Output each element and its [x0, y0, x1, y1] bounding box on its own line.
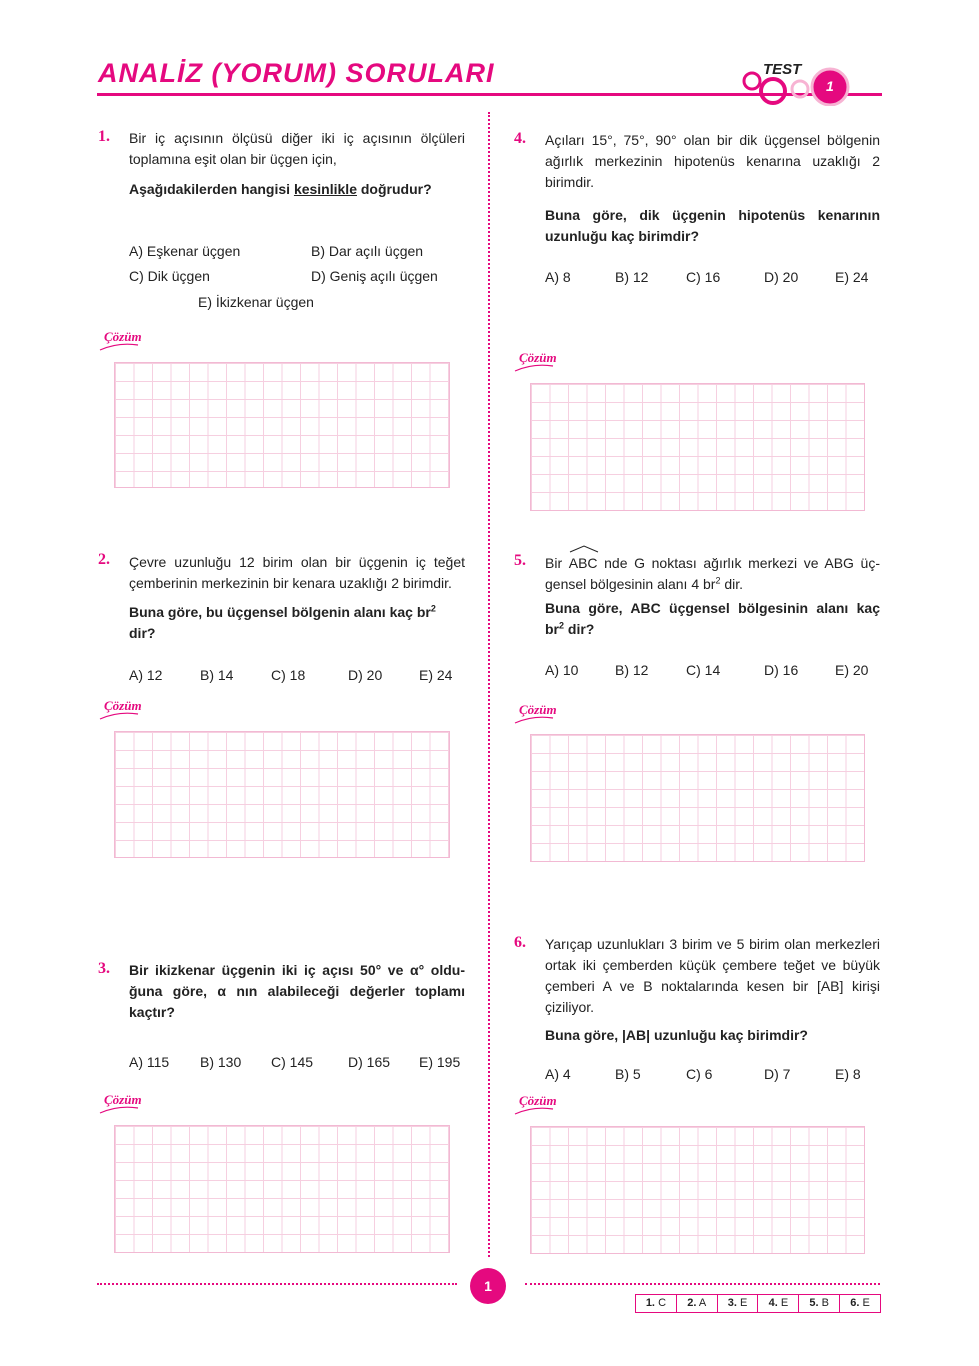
option: E) 24	[419, 667, 453, 683]
answer-key-item: 2. A	[677, 1295, 718, 1312]
question-text: Bir iç açısının ölçüsü diğer iki iç açısının ölçüleri toplamına eşit olan bir üçgen için,	[129, 130, 465, 167]
answer-key	[635, 1294, 881, 1313]
option: C) 6	[686, 1066, 713, 1082]
question-text: Açıları 15°, 75°, 90° olan bir dik üçgensel bölgenin ağırlık merkezinin hipotenüs kenarına uzaklığı 2 birimdir.	[545, 132, 880, 190]
option: A) 12	[129, 667, 163, 683]
answer-key-item: 4. E	[758, 1295, 799, 1312]
option: C) 18	[271, 667, 306, 683]
question-prompt: Buna göre, bu üçgensel bölgenin alanı kaç $br^2$ dir?	[129, 603, 436, 641]
page-title: ANALİZ (YORUM) SORULARI	[98, 58, 495, 88]
question-number: 1.	[98, 128, 110, 145]
answer-key-item: 3. E	[718, 1295, 759, 1312]
option: E) İkizkenar üçgen	[198, 294, 314, 310]
solution-swash-icon	[513, 363, 555, 373]
solution-label: Çözüm	[104, 329, 142, 344]
test-number: 1	[826, 78, 834, 94]
solution-swash-icon	[98, 342, 140, 352]
option: E) 8	[835, 1066, 861, 1082]
question-number: 6.	[514, 934, 526, 951]
triangle-hat-icon	[569, 545, 599, 553]
question-prompt: Buna göre, |AB| uzunluğu kaç birimdir?	[545, 1027, 808, 1043]
option: D) 165	[348, 1054, 391, 1070]
test-badge-icon	[740, 56, 880, 106]
solution-label: Çözüm	[519, 1093, 557, 1108]
option: C) 16	[686, 269, 721, 285]
triangle-notation: ABC	[569, 555, 598, 571]
question-prompt: Aşağıdakilerden hangisi kesinlikle doğrudur?	[129, 181, 432, 197]
option: D) 7	[764, 1066, 791, 1082]
footer-rule-left	[97, 1283, 457, 1285]
solution-swash-icon	[513, 715, 555, 725]
solution-grid[interactable]	[530, 383, 865, 511]
option: E) 195	[419, 1054, 461, 1070]
option: E) 24	[835, 269, 869, 285]
option: B) 14	[200, 667, 234, 683]
solution-label: Çözüm	[104, 698, 142, 713]
question-number: 2.	[98, 551, 110, 568]
footer-rule-right	[525, 1283, 880, 1285]
question-text: Bir ABC nde G noktası ağırlık merkezi ve ABG üç- gensel bölgesinin alanı 4 $br^2$ dir.	[545, 553, 880, 595]
option: B) 5	[615, 1066, 641, 1082]
option: A) 4	[545, 1066, 571, 1082]
option: E) 20	[835, 662, 869, 678]
question-number: 4.	[514, 130, 526, 147]
answer-key-item: 5. B	[799, 1295, 840, 1312]
solution-grid[interactable]	[114, 362, 450, 488]
option: D) 20	[764, 269, 799, 285]
question-number: 3.	[98, 960, 110, 977]
option: A) Eşkenar üçgen	[129, 243, 241, 259]
option: B) 12	[615, 662, 649, 678]
option: C) 145	[271, 1054, 314, 1070]
solution-grid[interactable]	[114, 1125, 450, 1253]
question-text: Yarıçap uzunlukları 3 birim ve 5 birim olan merkezleri ortak iki çemberden küçük çembere teğet ve büyük çemberi A ve B noktalarında kesen bir [AB] kirişi çiziliyor.	[545, 936, 880, 1015]
question-prompt: Bir ikizkenar üçgenin iki iç açısı 50° ve α° oldu- ğuna göre, α nın alabileceği değerler toplamı kaçtır?	[129, 962, 465, 1020]
solution-grid[interactable]	[530, 734, 865, 862]
solution-swash-icon	[513, 1106, 555, 1116]
question-text: Çevre uzunluğu 12 birim olan bir üçgenin iç teğet çemberinin merkezinin bir kenara uzaklığı 2 birimdir.	[129, 554, 465, 591]
option: D) 16	[764, 662, 799, 678]
option: B) 12	[615, 269, 649, 285]
option: B) Dar açılı üçgen	[311, 243, 424, 259]
question-number: 5.	[514, 552, 526, 569]
option: D) Geniş açılı üçgen	[311, 268, 438, 284]
page-number: 1	[470, 1268, 506, 1304]
solution-swash-icon	[98, 711, 140, 721]
column-divider	[488, 112, 490, 1257]
option: A) 8	[545, 269, 571, 285]
solution-label: Çözüm	[104, 1092, 142, 1107]
solution-label: Çözüm	[519, 350, 557, 365]
option: C) Dik üçgen	[129, 268, 210, 284]
solution-label: Çözüm	[519, 702, 557, 717]
answer-key-item: 6. E	[850, 1297, 870, 1309]
answer-key-item: 1. C	[636, 1295, 677, 1312]
question-prompt: Buna göre, dik üçgenin hipotenüs kenarının uzunluğu kaç birimdir?	[545, 207, 880, 244]
solution-grid[interactable]	[114, 731, 450, 858]
option: A) 10	[545, 662, 579, 678]
question-prompt: Buna göre, ABC üçgensel bölgesinin alanı kaç $br^2$ dir?	[545, 600, 880, 637]
solution-grid[interactable]	[530, 1126, 865, 1254]
option: B) 130	[200, 1054, 242, 1070]
option: D) 20	[348, 667, 383, 683]
option: A) 115	[129, 1054, 170, 1070]
solution-swash-icon	[98, 1105, 140, 1115]
test-label: TEST	[763, 61, 802, 78]
option: C) 14	[686, 662, 721, 678]
